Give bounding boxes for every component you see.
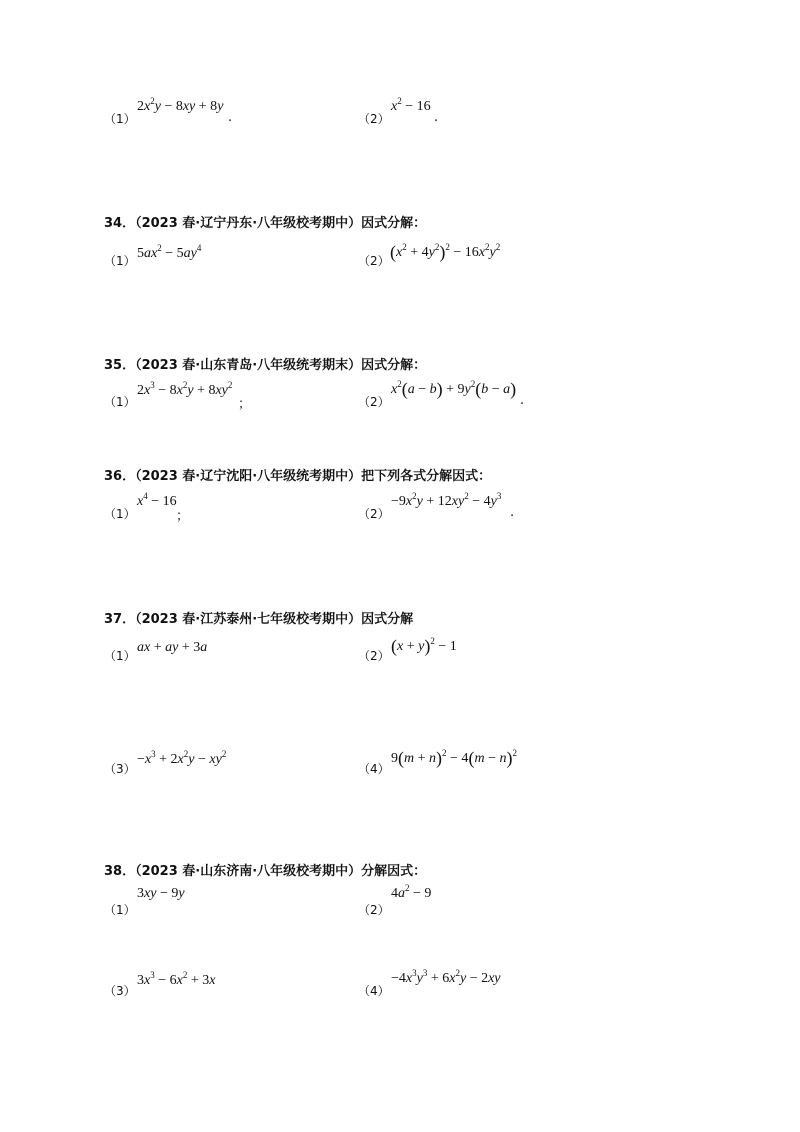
q33-item-2-end: . (434, 110, 439, 125)
q34-item-1-expression: $5ax^2 - 5ay^4$ (137, 243, 202, 261)
q37-item-3-number: （3） (104, 762, 136, 776)
q37-item-1-number: （1） (104, 649, 136, 663)
q34-item-2-expression: $(x^2 + 4y^2)^2 - 16x^2y^2$ (390, 242, 501, 262)
q37-item-3-expression: $-x^3 + 2x^2y - xy^2$ (137, 749, 227, 767)
q36-item-1-end: ； (176, 509, 190, 524)
q38-heading: 38．（2023 春·山东济南·八年级校考期中）分解因式： (104, 864, 427, 879)
q33-item-1-end: . (228, 110, 233, 125)
q36-item-2-end: . (510, 505, 515, 520)
q36-item-1-expression: $x^4 - 16$ (137, 491, 177, 509)
q38-item-2-expression: $4a^2 - 9$ (391, 883, 432, 901)
q38-item-4-number: （4） (358, 984, 390, 998)
q38-item-1-expression: 3xy − 9y (137, 886, 185, 901)
q37-item-2-expression: $(x + y)^2 - 1$ (391, 636, 457, 656)
q37-item-4-expression: $9(m + n)^2 - 4(m - n)^2$ (391, 748, 517, 768)
q33-item-2-expression: $x^2 - 16$ (391, 96, 431, 114)
q38-item-3-expression: $3x^3 - 6x^2 + 3x$ (137, 970, 216, 988)
q35-item-2-end: . (520, 393, 525, 408)
q35-item-1-expression: $2x^3 - 8x^2y + 8xy^2$ (137, 380, 233, 398)
q35-heading: 35．（2023 春·山东青岛·八年级统考期末）因式分解： (104, 358, 427, 373)
q36-item-2-number: （2） (358, 507, 390, 521)
q34-item-1-number: （1） (104, 254, 136, 268)
q33-item-1-number: （1） (104, 112, 136, 126)
q34-heading: 34．（2023 春·辽宁丹东·八年级校考期中）因式分解： (104, 216, 427, 231)
q37-item-1-expression: ax + ay + 3a (137, 640, 208, 655)
q37-item-4-number: （4） (358, 762, 390, 776)
q35-item-1-end: ； (238, 397, 252, 412)
q33-item-1-expression: $2x^2y - 8xy + 8y$ (137, 96, 224, 114)
q34-item-2-number: （2） (358, 254, 390, 268)
q36-item-2-expression: $-9x^2y + 12xy^2 - 4y^3$ (391, 491, 502, 509)
q35-item-2-expression: $x^2(a - b) + 9y^2(b - a)$ (391, 379, 517, 399)
q35-item-1-number: （1） (104, 395, 136, 409)
q38-item-2-number: （2） (358, 903, 390, 917)
q37-item-2-number: （2） (358, 649, 390, 663)
q33-item-2-number: （2） (358, 112, 390, 126)
q37-heading: 37．（2023 春·江苏泰州·七年级校考期中）因式分解 (104, 612, 414, 627)
q35-item-2-number: （2） (358, 395, 390, 409)
q38-item-4-expression: $-4x^3y^3 + 6x^2y - 2xy$ (391, 968, 501, 986)
q38-item-1-number: （1） (104, 903, 136, 917)
q36-item-1-number: （1） (104, 507, 136, 521)
q38-item-3-number: （3） (104, 984, 136, 998)
q36-heading: 36．（2023 春·辽宁沈阳·八年级统考期中）把下列各式分解因式： (104, 469, 492, 484)
